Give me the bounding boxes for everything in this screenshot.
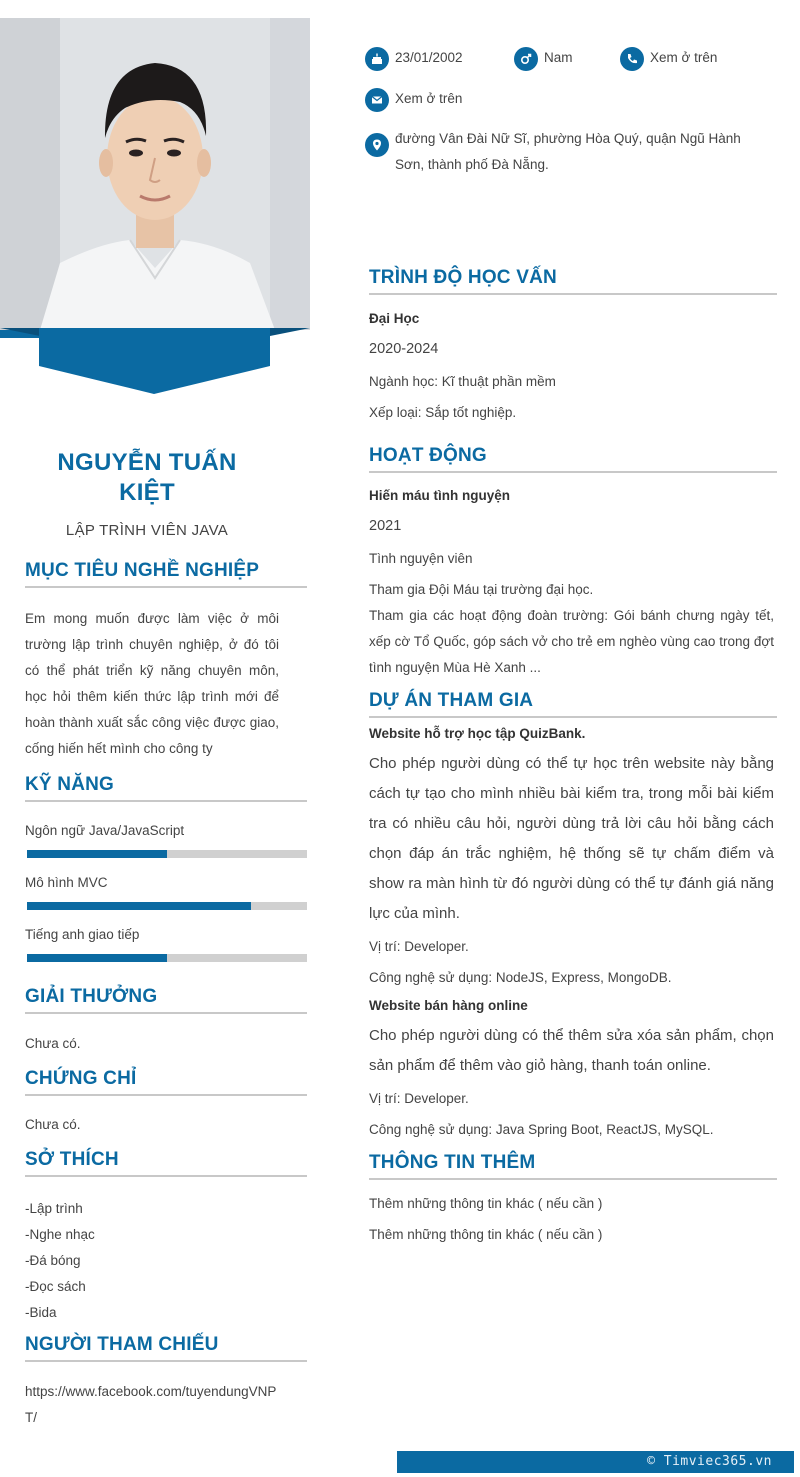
skill-label: Mô hình MVC [25, 875, 108, 890]
education-rank: Xếp loại: Sắp tốt nghiệp. [369, 405, 517, 420]
hobbies-heading: SỞ THÍCH [25, 1149, 307, 1177]
project-title: Website bán hàng online [369, 998, 528, 1013]
list-item: -Đọc sách [25, 1279, 86, 1294]
list-item: -Nghe nhạc [25, 1227, 95, 1242]
activity-line: Tham gia các hoạt động đoàn trường: Gói bánh chưng ngày tết, xếp cờ Tổ Quốc, góp sách vở cho trẻ em nghèo vùng cao trong đợt tình nguyện Mùa Hè Xanh ... [369, 608, 774, 675]
birthday-text: 23/01/2002 [395, 50, 463, 65]
activities-heading: HOẠT ĐỘNG [369, 445, 777, 473]
job-title: LẬP TRÌNH VIÊN JAVA [65, 522, 229, 539]
certificates-heading: CHỨNG CHỈ [25, 1068, 307, 1096]
skill-bar [27, 902, 307, 910]
awards-text: Chưa có. [25, 1036, 81, 1051]
contact-phone [620, 50, 717, 71]
additional-line: Thêm những thông tin khác ( nếu cần ) [369, 1227, 603, 1242]
activity-year: 2021 [369, 518, 402, 534]
candidate-name: NGUYỄN TUẤN KIỆT [57, 449, 237, 506]
contact-gender [514, 50, 573, 71]
hobbies-list [25, 1196, 95, 1326]
project-title: Website hỗ trợ học tập QuizBank. [369, 726, 586, 741]
gender-text: Nam [544, 50, 573, 65]
additional-line: Thêm những thông tin khác ( nếu cần ) [369, 1196, 603, 1211]
phone-icon [620, 47, 644, 71]
email-icon [365, 88, 389, 112]
contact-email [365, 91, 462, 112]
certificates-text: Chưa có. [25, 1117, 81, 1132]
skill-bar-fill [27, 954, 167, 962]
map-pin-icon [365, 133, 389, 157]
objective-text: Em mong muốn được làm việc ở môi trường lập trình chuyên nghiệp, ở đó tôi có thể phát triển kỹ năng chuyên môn, học hỏi thêm kiến thức lập trình mới để hoàn thành xuất sắc công việc được giao, cống hiến hết mình cho công ty [25, 611, 279, 756]
phone-text[interactable]: Xem ở trên [650, 50, 718, 65]
skills-heading: KỸ NĂNG [25, 774, 307, 802]
objective-heading: MỤC TIÊU NGHỀ NGHIỆP [25, 560, 307, 588]
activity-line: Tham gia Đội Máu tại trường đại học. [369, 582, 594, 597]
education-years: 2020-2024 [369, 341, 439, 357]
profile-photo [0, 18, 310, 330]
project-description: Cho phép người dùng có thể thêm sửa xóa sản phẩm, chọn sản phẩm để thêm vào giỏ hàng, thanh toán online. [369, 1027, 774, 1074]
skill-bar [27, 954, 307, 962]
project-tech: Công nghệ sử dụng: Java Spring Boot, ReactJS, MySQL. [369, 1122, 714, 1137]
project-position: Vị trí: Developer. [369, 939, 469, 954]
references-heading: NGƯỜI THAM CHIẾU [25, 1334, 307, 1362]
activity-role: Tình nguyện viên [369, 551, 473, 566]
project-tech: Công nghệ sử dụng: NodeJS, Express, MongoDB. [369, 970, 672, 985]
project-description: Cho phép người dùng có thể tự học trên website này bằng cách tự tạo cho mình nhiều bài kiểm tra, trong mỗi bài kiểm tra có nhiều câu hỏi, người dùng trả lời câu hỏi bằng cách chọn đáp án trắc nghiệm, hệ thống sẽ tự chấm điểm và show ra màn hình từ đó người dùng có thể tự đánh giá năng lực của mình. [369, 755, 774, 922]
awards-heading: GIẢI THƯỞNG [25, 986, 307, 1014]
contact-address [365, 132, 755, 178]
skill-label: Ngôn ngữ Java/JavaScript [25, 823, 185, 838]
skill-bar-fill [27, 850, 167, 858]
photo-ribbon [0, 328, 310, 396]
activity-title: Hiến máu tình nguyện [369, 488, 511, 503]
activity-description [369, 577, 774, 681]
address-text: đường Vân Đài Nữ Sĩ, phường Hòa Quý, quận Ngũ Hành Sơn, thành phố Đà Nẵng. [395, 131, 741, 172]
education-level: Đại Học [369, 311, 420, 326]
education-heading: TRÌNH ĐỘ HỌC VẤN [369, 267, 777, 295]
list-item: -Bida [25, 1305, 57, 1320]
reference-link[interactable]: https://www.facebook.com/tuyendungVNPT/ [25, 1384, 277, 1425]
gender-icon [514, 47, 538, 71]
education-major: Ngành học: Kĩ thuật phần mềm [369, 374, 556, 389]
skill-label: Tiếng anh giao tiếp [25, 927, 140, 942]
watermark-footer: © Timviec365.vn [397, 1451, 794, 1473]
email-text[interactable]: Xem ở trên [395, 91, 463, 106]
list-item: -Lập trình [25, 1201, 83, 1216]
additional-heading: THÔNG TIN THÊM [369, 1152, 777, 1180]
skill-bar [27, 850, 307, 858]
cake-icon [365, 47, 389, 71]
project-position: Vị trí: Developer. [369, 1091, 469, 1106]
contact-birthday [365, 50, 463, 71]
projects-heading: DỰ ÁN THAM GIA [369, 690, 777, 718]
skill-bar-fill [27, 902, 251, 910]
list-item: -Đá bóng [25, 1253, 81, 1268]
